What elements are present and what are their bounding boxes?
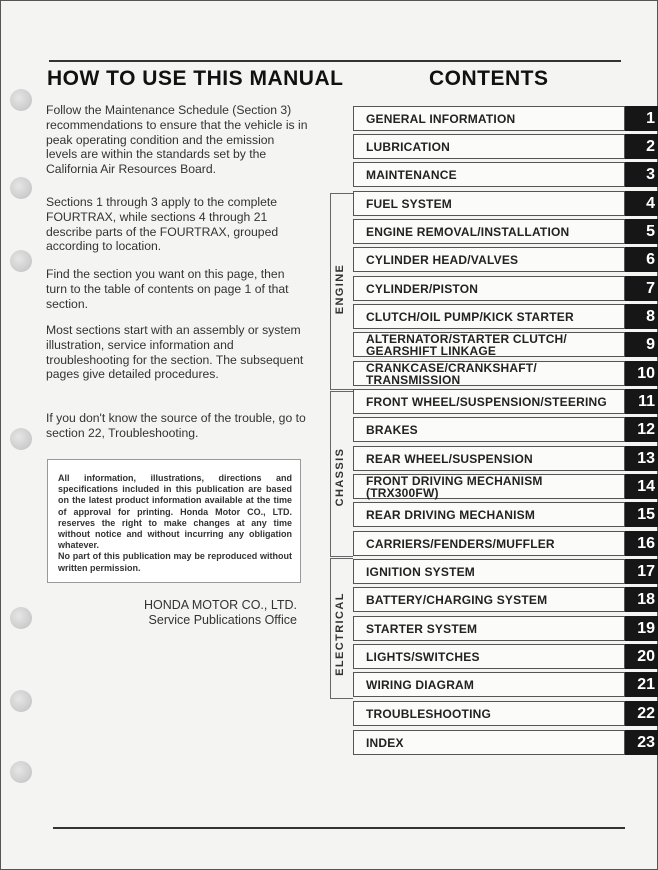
electrical-bracket-line: [330, 558, 331, 698]
toc-entry-number: 11: [625, 389, 658, 414]
toc-entry-label: CYLINDER/PISTON: [366, 282, 479, 296]
toc-entry-number: 3: [625, 162, 658, 187]
toc-entry-box[interactable]: [353, 587, 625, 612]
toc-entry-label: REAR DRIVING MECHANISM: [366, 508, 536, 522]
toc-entry-label: GENERAL INFORMATION: [366, 112, 516, 126]
toc-entry-number: 4: [625, 191, 658, 216]
engine-bracket-bottom: [330, 389, 353, 390]
engine-bracket-line: [330, 193, 331, 389]
publisher-office: Service Publications Office: [148, 613, 297, 627]
toc-entry-label: LUBRICATION: [366, 140, 450, 154]
toc-entry-number: 8: [625, 304, 658, 329]
chassis-bracket-line: [330, 391, 331, 556]
toc-entry-box[interactable]: [353, 389, 625, 414]
toc-entry-number: 5: [625, 219, 658, 244]
toc-entry-label: REAR WHEEL/SUSPENSION: [366, 452, 533, 466]
how-to-use-title: HOW TO USE THIS MANUAL: [47, 67, 344, 90]
chassis-bracket-bottom: [330, 556, 353, 557]
binder-hole-icon: [10, 690, 32, 712]
toc-entry-box[interactable]: [353, 417, 625, 442]
binder-hole-icon: [10, 607, 32, 629]
binder-hole-icon: [10, 89, 32, 111]
toc-entry-box[interactable]: [353, 502, 625, 527]
toc-entry-number: 19: [625, 616, 658, 641]
toc-entry-box[interactable]: [353, 361, 625, 386]
toc-entry-box[interactable]: [353, 644, 625, 669]
toc-entry-box[interactable]: [353, 304, 625, 329]
publisher-block: [144, 598, 297, 628]
toc-entry-number: 22: [625, 701, 658, 726]
binder-hole-icon: [10, 250, 32, 272]
group-label-electrical: ELECTRICAL: [334, 592, 346, 676]
chassis-bracket-top: [330, 391, 353, 392]
toc-entry-label: MAINTENANCE: [366, 168, 457, 182]
toc-entry-box[interactable]: [353, 559, 625, 584]
notice-text: [58, 473, 292, 574]
toc-entry-box[interactable]: [353, 531, 625, 556]
notice-disclaimer: All information, illustrations, directions and specifications included in this publication are based on the latest product information available at the time of approval for printing. Honda Motor CO., LTD. reserves the right to make changes at any time without notice and without incurring any obligation whatever.: [58, 473, 292, 551]
toc-entry-label: CARRIERS/FENDERS/MUFFLER: [366, 537, 555, 551]
toc-entry-number: 18: [625, 587, 658, 612]
toc-entry-label: ENGINE REMOVAL/INSTALLATION: [366, 225, 570, 239]
toc-entry-number: 17: [625, 559, 658, 584]
toc-entry-box[interactable]: [353, 672, 625, 697]
toc-entry-label: FRONT WHEEL/SUSPENSION/STEERING: [366, 395, 607, 409]
toc-entry-label: CRANKCASE/CRANKSHAFT/ TRANSMISSION: [366, 361, 537, 387]
intro-paragraph-sections: Sections 1 through 3 apply to the complete FOURTRAX, while sections 4 through 21 describe parts of the FOURTRAX, grouped according to location.: [46, 195, 279, 254]
toc-entry-label: FRONT DRIVING MECHANISM (TRX300FW): [366, 474, 543, 500]
contents-title: CONTENTS: [429, 67, 549, 90]
toc-entry-number: 9: [625, 332, 658, 357]
toc-entry-number: 15: [625, 502, 658, 527]
toc-entry-label: TROUBLESHOOTING: [366, 707, 491, 721]
toc-entry-box[interactable]: [353, 446, 625, 471]
toc-entry-box[interactable]: [353, 701, 625, 726]
notice-copyright: No part of this publication may be reproduced without written permission.: [58, 551, 292, 573]
toc-entry-number: 13: [625, 446, 658, 471]
toc-entry-box[interactable]: [353, 332, 625, 357]
binder-hole-icon: [10, 177, 32, 199]
toc-entry-box[interactable]: [353, 474, 625, 499]
electrical-bracket-top: [330, 558, 353, 559]
toc-entry-box[interactable]: [353, 247, 625, 272]
binder-hole-icon: [10, 761, 32, 783]
toc-entry-box[interactable]: [353, 730, 625, 755]
toc-entry-number: 16: [625, 531, 658, 556]
binder-hole-icon: [10, 428, 32, 450]
toc-entry-number: 1: [625, 106, 658, 131]
toc-entry-number: 23: [625, 730, 658, 755]
toc-entry-number: 6: [625, 247, 658, 272]
bottom-rule: [53, 827, 625, 829]
toc-entry-label: CYLINDER HEAD/VALVES: [366, 253, 519, 267]
toc-entry-label: LIGHTS/SWITCHES: [366, 650, 480, 664]
toc-entry-number: 10: [625, 361, 658, 386]
toc-entry-label: CLUTCH/OIL PUMP/KICK STARTER: [366, 310, 574, 324]
intro-paragraph-troubleshooting: If you don't know the source of the trouble, go to section 22, Troubleshooting.: [46, 411, 306, 440]
toc-entry-box[interactable]: [353, 616, 625, 641]
toc-entry-box[interactable]: [353, 162, 625, 187]
publisher-company: HONDA MOTOR CO., LTD.: [143, 598, 297, 612]
toc-entry-label: FUEL SYSTEM: [366, 197, 452, 211]
engine-bracket-top: [330, 193, 353, 194]
group-label-chassis: CHASSIS: [334, 447, 346, 507]
toc-entry-box[interactable]: [353, 134, 625, 159]
toc-entry-number: 20: [625, 644, 658, 669]
toc-entry-number: 12: [625, 417, 658, 442]
intro-paragraph-structure: Most sections start with an assembly or system illustration, service information and troubleshooting for the section. The subsequent pages give detailed procedures.: [46, 323, 304, 382]
top-rule: [49, 60, 621, 62]
toc-entry-number: 7: [625, 276, 658, 301]
toc-entry-label: IGNITION SYSTEM: [366, 565, 476, 579]
toc-entry-number: 21: [625, 672, 658, 697]
toc-entry-label: WIRING DIAGRAM: [366, 678, 475, 692]
toc-entry-label: BRAKES: [366, 423, 418, 437]
toc-entry-label: STARTER SYSTEM: [366, 622, 478, 636]
group-label-engine: ENGINE: [334, 263, 346, 315]
toc-entry-label: BATTERY/CHARGING SYSTEM: [366, 593, 548, 607]
intro-paragraph-find: Find the section you want on this page, then turn to the table of contents on page 1 of that section.: [46, 267, 289, 311]
toc-entry-number: 2: [625, 134, 658, 159]
notice-box: [47, 459, 301, 583]
electrical-bracket-bottom: [330, 698, 353, 699]
toc-entry-number: 14: [625, 474, 658, 499]
toc-entry-box[interactable]: [353, 106, 625, 131]
toc-entry-box[interactable]: [353, 276, 625, 301]
intro-paragraph-maintenance: Follow the Maintenance Schedule (Section 3) recommendations to ensure that the vehicle is in peak operating condition and the emission levels are within the standards set by the California Air Resources Board.: [46, 103, 308, 177]
toc-entry-box[interactable]: [353, 219, 625, 244]
toc-entry-box[interactable]: [353, 191, 625, 216]
toc-entry-label: INDEX: [366, 736, 404, 750]
toc-entry-label: ALTERNATOR/STARTER CLUTCH/ GEARSHIFT LINKAGE: [366, 332, 567, 358]
